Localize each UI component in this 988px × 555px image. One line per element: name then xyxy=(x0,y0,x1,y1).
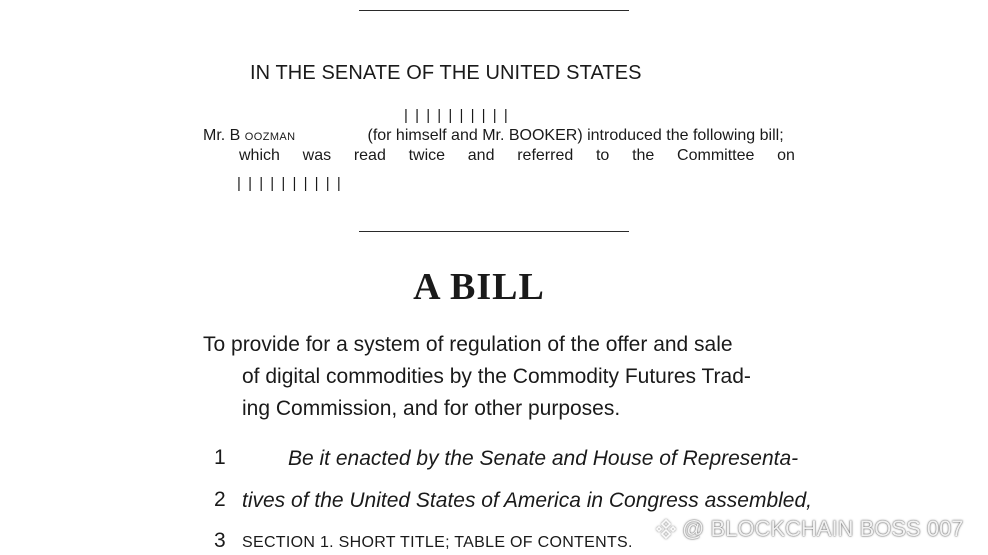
tick-marks-bottom: |||||||||| xyxy=(237,175,348,192)
tick-marks-top: |||||||||| xyxy=(404,107,515,124)
referral-word: which xyxy=(239,147,280,164)
chamber-heading: IN THE SENATE OF THE UNITED STATES xyxy=(250,62,642,84)
referral-word: read xyxy=(353,147,386,164)
referral-word: the xyxy=(632,147,655,164)
sponsor-smallcaps: OOZMAN xyxy=(244,131,296,143)
purpose-line-3: ing Commission, and for other purposes. xyxy=(242,397,621,420)
binance-logo-icon xyxy=(654,517,678,541)
purpose-line-1: To provide for a system of regulation of the offer and sale xyxy=(203,333,733,356)
middle-divider xyxy=(359,231,629,232)
enacting-clause-line-2: tives of the United States of America in Congress assembled, xyxy=(242,489,812,512)
line-number-3: 3 xyxy=(214,529,226,552)
referral-word: to xyxy=(595,147,610,164)
referral-word: on xyxy=(777,147,795,164)
sponsor-line xyxy=(203,127,784,145)
referral-word: was xyxy=(302,147,332,164)
sponsor-rest: (for himself and Mr. BOOKER) introduced the following bill; xyxy=(367,127,784,144)
watermark-text: @ BLOCKCHAIN BOSS 007 xyxy=(682,516,964,541)
line-number-2: 2 xyxy=(214,488,226,511)
purpose-line-2: of digital commodities by the Commodity Futures Trad- xyxy=(242,365,751,388)
referral-word: and xyxy=(467,147,495,164)
referral-word: Committee xyxy=(677,147,755,164)
watermark xyxy=(654,516,964,542)
line-number-1: 1 xyxy=(214,446,226,469)
section-heading: SECTION 1. SHORT TITLE; TABLE OF CONTENTS. xyxy=(242,534,633,551)
referral-word: referred xyxy=(517,147,574,164)
top-divider xyxy=(359,10,629,11)
enacting-clause-line-1: Be it enacted by the Senate and House of Representa- xyxy=(288,447,799,470)
referral-word: twice xyxy=(408,147,446,164)
bill-title: A BILL xyxy=(413,266,545,308)
sponsor-prefix: Mr. B xyxy=(203,127,241,144)
referral-line xyxy=(239,147,795,165)
